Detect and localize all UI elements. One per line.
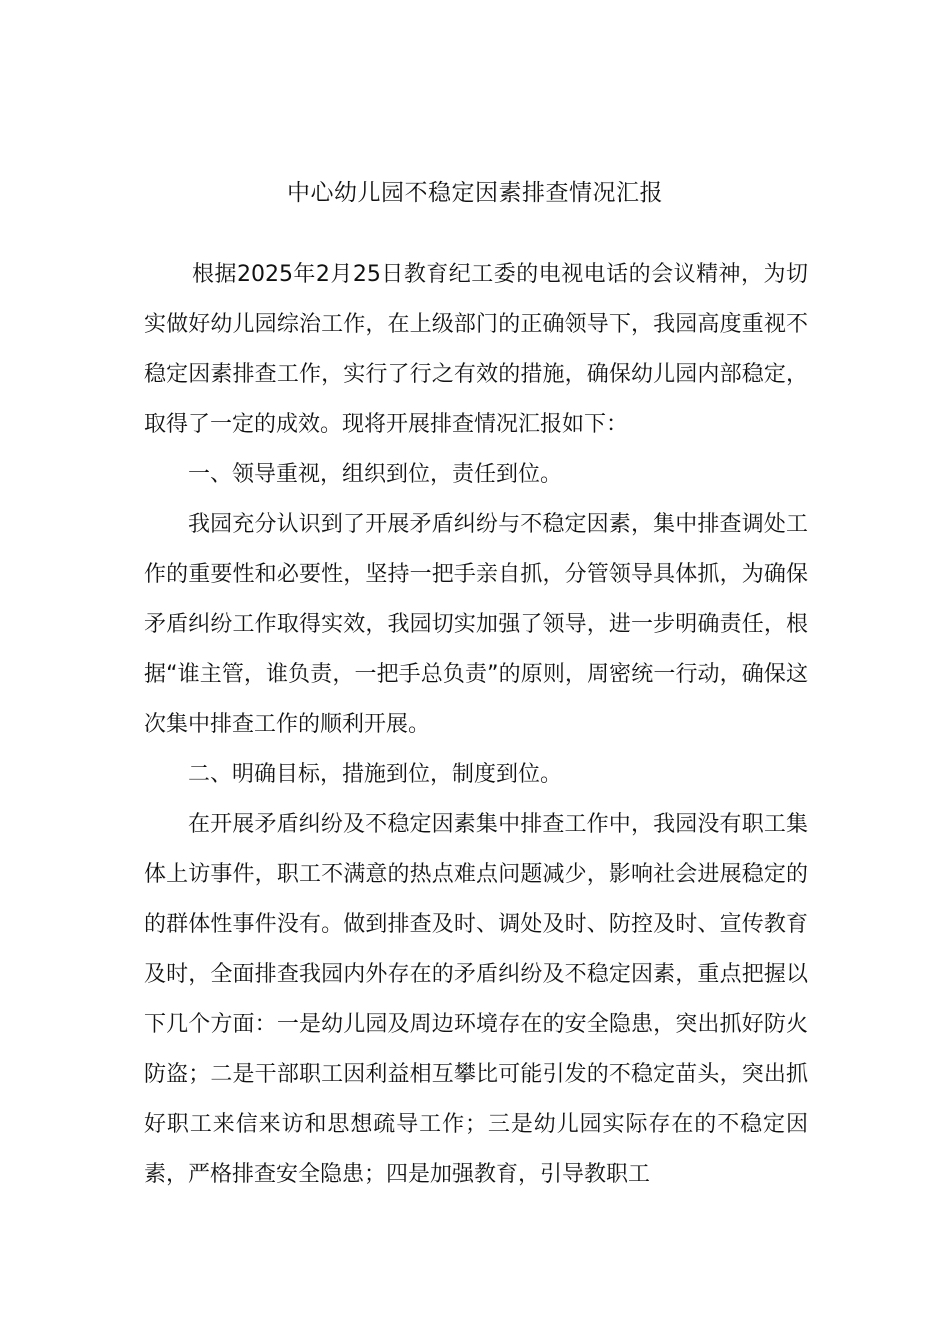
- paragraph-intro: 根据2025年2月25日教育纪工委的电视电话的会议精神，为切实做好幼儿园综治工作，在上级部门的正确领导下，我园高度重视不稳定因素排查工作，实行了行之有效的措施，确保幼儿园内部稳定，取得了一定的成效。现将开展排查情况汇报如下：: [144, 262, 808, 437]
- paragraph-section-2: 在开展矛盾纠纷及不稳定因素集中排查工作中，我园没有职工集体上访事件，职工不满意的热点难点问题减少，影响社会进展稳定的的群体性事件没有。做到排查及时、调处及时、防控及时、宣传教育及时，全面排查我园内外存在的矛盾纠纷及不稳定因素，重点把握以下几个方面：一是幼儿园及周边环境存在的安全隐患，突出抓好防火防盗；二是干部职工因利益相互攀比可能引发的不稳定苗头，突出抓好职工来信来访和思想疏导工作；三是幼儿园实际存在的不稳定因素，严格排查安全隐患；四是加强教育，引导教职工: [144, 812, 808, 1187]
- section-heading-1: 一、领导重视，组织到位，责任到位。: [188, 462, 563, 487]
- section-heading-2: 二、明确目标，措施到位，制度到位。: [188, 762, 563, 787]
- paragraph-section-1: 我园充分认识到了开展矛盾纠纷与不稳定因素，集中排查调处工作的重要性和必要性，坚持一把手亲自抓，分管领导具体抓，为确保矛盾纠纷工作取得实效，我园切实加强了领导，进一步明确责任，根据“谁主管，谁负责，一把手总负责”的原则，周密统一行动，确保这次集中排查工作的顺利开展。: [144, 512, 808, 737]
- document-body: [144, 250, 808, 1200]
- document-title: 中心幼儿园不稳定因素排查情况汇报: [287, 180, 663, 206]
